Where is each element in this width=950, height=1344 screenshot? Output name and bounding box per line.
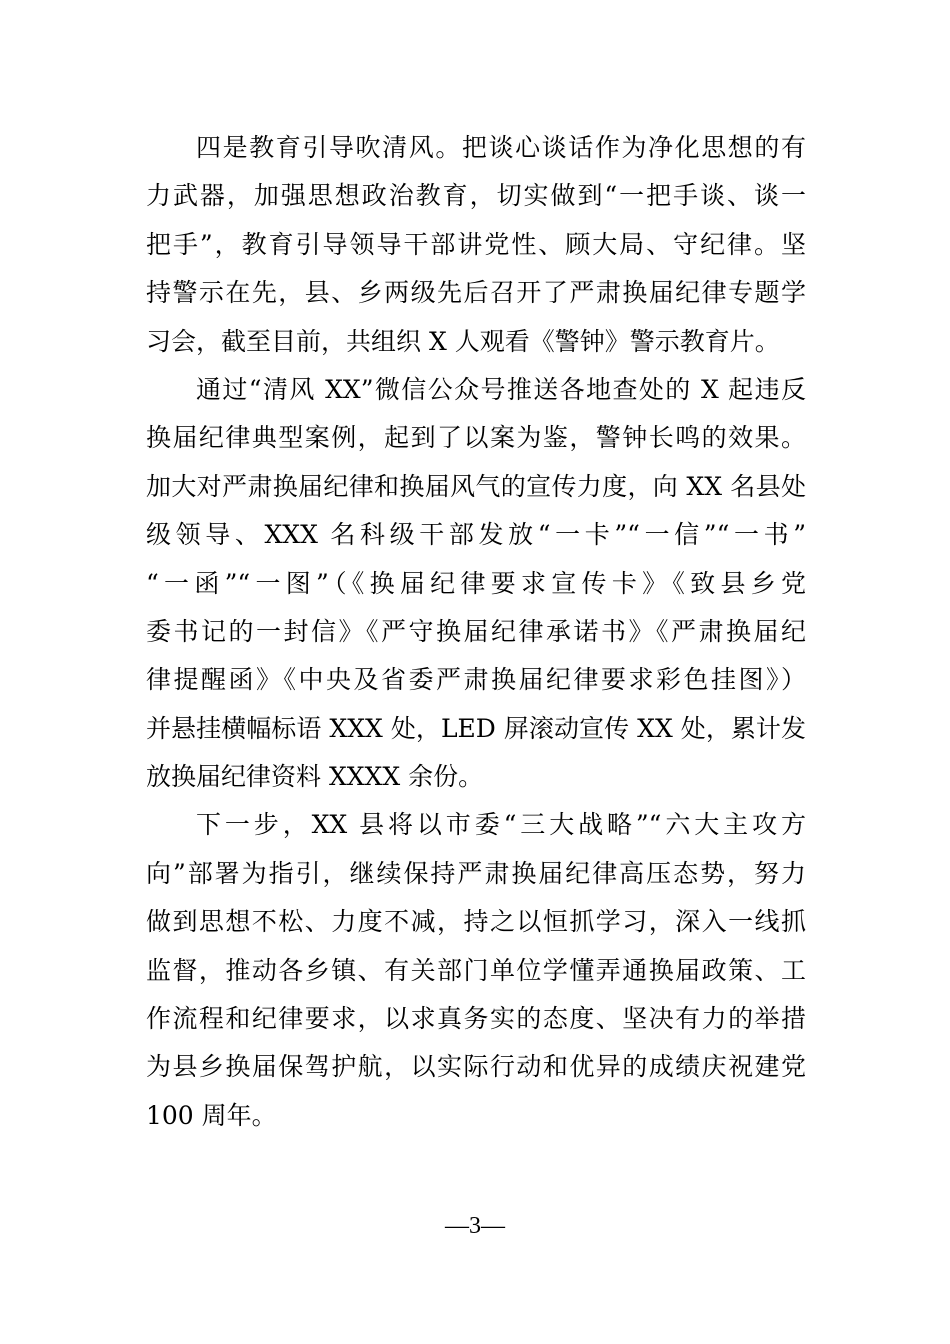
- text-line: 换届纪律典型案例，起到了以案为鉴，警钟长鸣的效果。: [146, 423, 806, 453]
- text-line: 级领导、XXX 名科级干部发放“一卡”“一信”“一书”: [146, 520, 806, 550]
- text-line: 并悬挂横幅标语 XXX 处，LED 屏滚动宣传 XX 处，累计发: [146, 713, 806, 743]
- text-line: 四是教育引导吹清风。把谈心谈话作为净化思想的有: [196, 133, 806, 162]
- text-line: “一函”“一图”（《换届纪律要求宣传卡》《致县乡党: [146, 568, 806, 598]
- text-line: 下一步，XX 县将以市委“三大战略”“六大主攻方: [196, 810, 806, 840]
- paragraph-education-guidance: [146, 124, 806, 366]
- page-number: —3—: [445, 1213, 505, 1239]
- text-line: 力武器，加强思想政治教育，切实做到“一把手谈、谈一: [146, 181, 806, 211]
- text-line: 向”部署为指引，继续保持严肃换届纪律高压态势，努力: [146, 858, 806, 888]
- paragraph-next-steps: [146, 801, 806, 1140]
- text-line: 律提醒函》《中央及省委严肃换届纪律要求彩色挂图》）: [146, 665, 806, 695]
- text-line: 作流程和纪律要求，以求真务实的态度、坚决有力的举措: [146, 1004, 806, 1034]
- text-line: 通过“清风 XX”微信公众号推送各地查处的 X 起违反: [196, 374, 806, 404]
- text-line: 持警示在先，县、乡两级先后召开了严肃换届纪律专题学: [146, 278, 806, 308]
- text-line: 监督，推动各乡镇、有关部门单位学懂弄通换届政策、工: [146, 955, 806, 985]
- text-line: 把手”，教育引导领导干部讲党性、顾大局、守纪律。坚: [146, 229, 806, 259]
- text-line: 习会，截至目前，共组织 X 人观看《警钟》警示教育片。: [146, 326, 780, 356]
- text-line: 100 周年。: [146, 1100, 277, 1130]
- text-line: 做到思想不松、力度不减，持之以恒抓学习，深入一线抓: [146, 907, 806, 937]
- text-line: 加大对严肃换届纪律和换届风气的宣传力度，向 XX 名县处: [146, 471, 806, 501]
- paragraph-publicity: [146, 366, 806, 802]
- text-line: 委书记的一封信》《严守换届纪律承诺书》《严肃换届纪: [146, 616, 806, 646]
- text-line: 为县乡换届保驾护航，以实际行动和优异的成绩庆祝建党: [146, 1052, 806, 1082]
- document-body: [146, 124, 806, 1140]
- text-line: 放换届纪律资料 XXXX 余份。: [146, 762, 484, 792]
